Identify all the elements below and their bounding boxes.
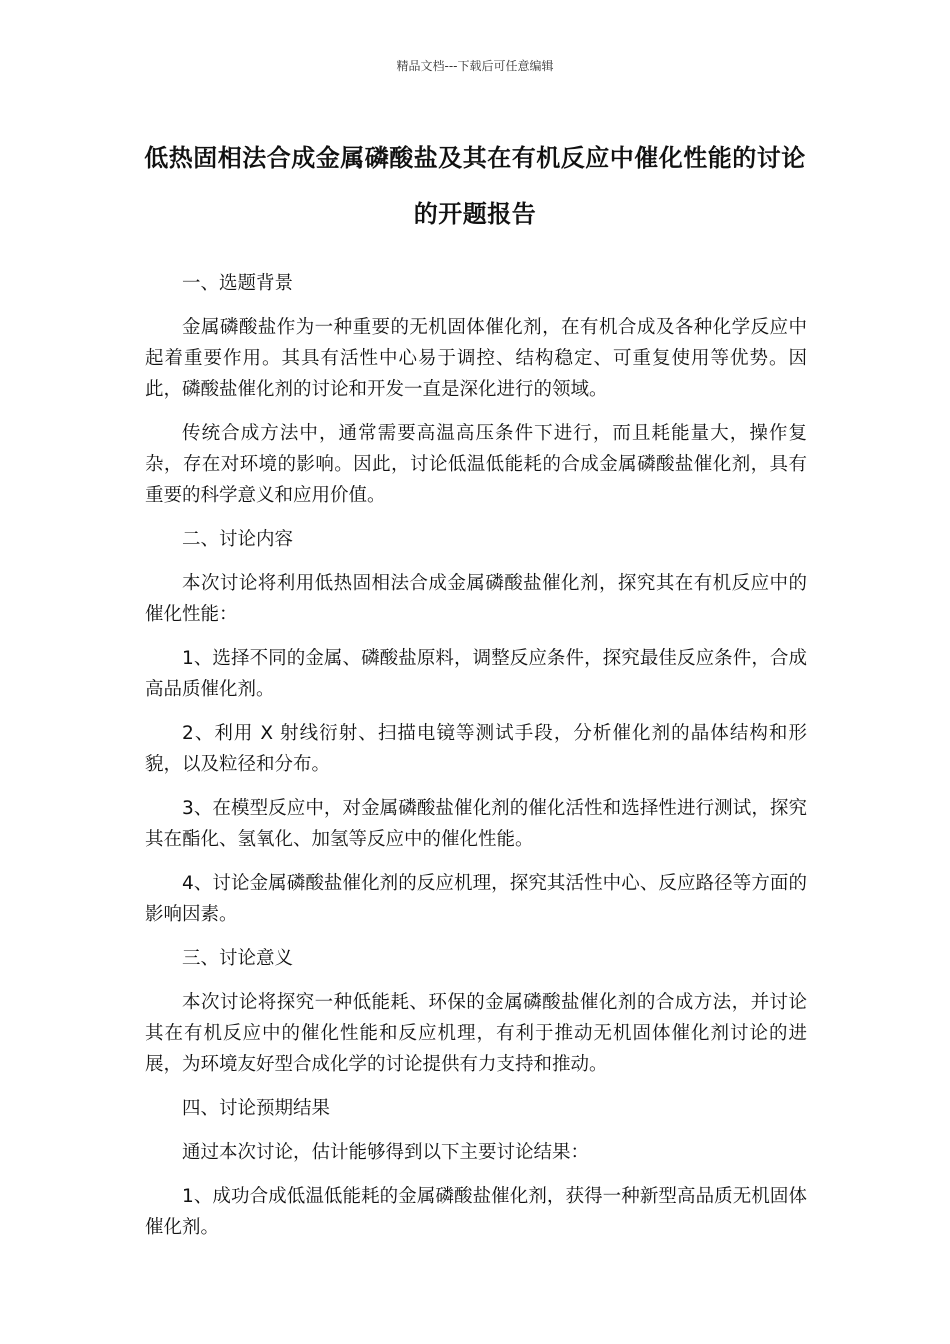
section-heading-expected-results: 四、讨论预期结果 (182, 1098, 331, 1119)
paragraph: 通过本次讨论，估计能够得到以下主要讨论结果： (182, 1142, 590, 1163)
document-title: 低热固相法合成金属磷酸盐及其在有机反应中催化性能的讨论的开题报告 (144, 144, 806, 228)
document-body (145, 268, 807, 1256)
page-header: 精品文档---下载后可任意编辑 (396, 59, 554, 73)
paragraph: 金属磷酸盐作为一种重要的无机固体催化剂，在有机合成及各种化学反应中起着重要作用。其具有活性中心易于调控、结构稳定、可重复使用等优势。因此，磷酸盐催化剂的讨论和开发一直是深化进行的领域。 (145, 317, 807, 400)
list-item: 1、成功合成低温低能耗的金属磷酸盐催化剂，获得一种新型高品质无机固体催化剂。 (145, 1186, 807, 1238)
section-heading-content: 二、讨论内容 (182, 529, 294, 550)
section-heading-background: 一、选题背景 (182, 273, 294, 294)
list-item: 2、利用 X 射线衍射、扫描电镜等测试手段，分析催化剂的晶体结构和形貌，以及粒径和分布。 (145, 723, 807, 775)
list-item: 1、选择不同的金属、磷酸盐原料，调整反应条件，探究最佳反应条件，合成高品质催化剂。 (145, 648, 807, 700)
paragraph: 传统合成方法中，通常需要高温高压条件下进行，而且耗能量大，操作复杂，存在对环境的影响。因此，讨论低温低能耗的合成金属磷酸盐催化剂，具有重要的科学意义和应用价值。 (145, 423, 807, 506)
list-item: 4、讨论金属磷酸盐催化剂的反应机理，探究其活性中心、反应路径等方面的影响因素。 (145, 873, 807, 925)
paragraph: 本次讨论将探究一种低能耗、环保的金属磷酸盐催化剂的合成方法，并讨论其在有机反应中的催化性能和反应机理，有利于推动无机固体催化剂讨论的进展，为环境友好型合成化学的讨论提供有力支持和推动。 (145, 992, 807, 1075)
paragraph: 本次讨论将利用低热固相法合成金属磷酸盐催化剂，探究其在有机反应中的催化性能： (145, 573, 807, 625)
section-heading-significance: 三、讨论意义 (182, 948, 294, 969)
list-item: 3、在模型反应中，对金属磷酸盐催化剂的催化活性和选择性进行测试，探究其在酯化、氢氧化、加氢等反应中的催化性能。 (145, 798, 807, 850)
